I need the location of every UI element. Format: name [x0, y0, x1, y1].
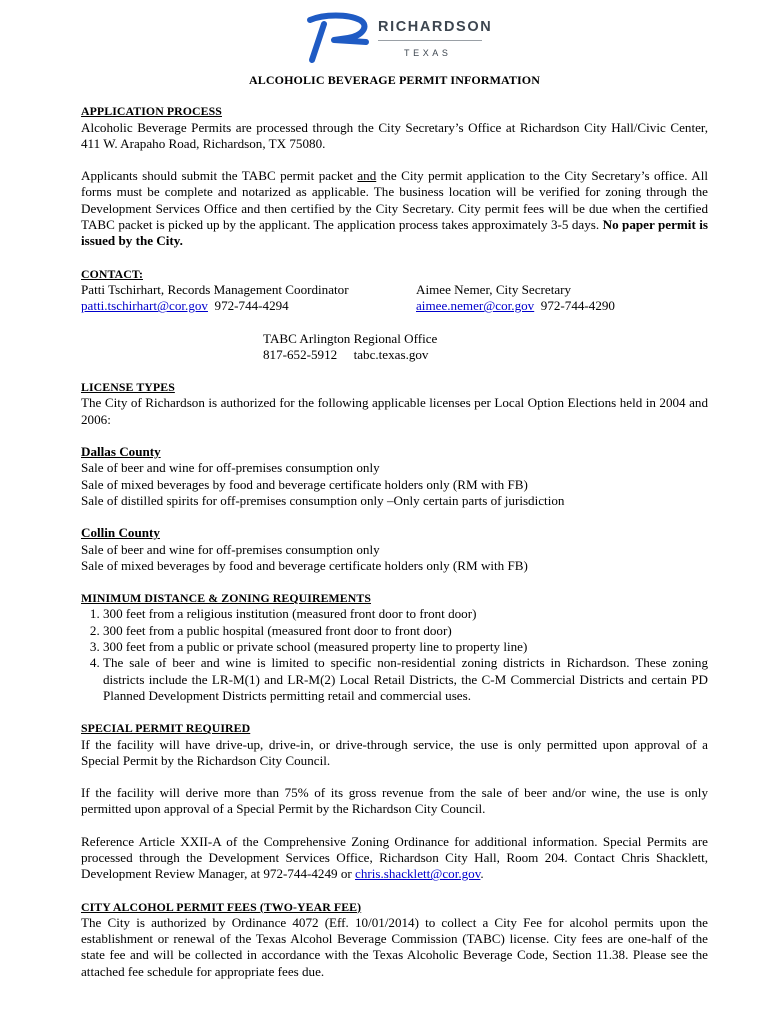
- logo-city-name: RICHARDSON: [378, 19, 493, 35]
- tabc-office-name: TABC Arlington Regional Office: [263, 330, 438, 346]
- distance-item: 3. 300 feet from a public or private school (measured property line to property line): [103, 639, 708, 655]
- distance-requirements-list: [81, 606, 708, 704]
- richardson-r-logo-icon: [304, 12, 372, 64]
- tabc-contact: [81, 331, 708, 364]
- contact-left: [81, 282, 416, 315]
- dallas-county-heading: Dallas County: [81, 444, 161, 460]
- richardson-logo: [304, 10, 494, 66]
- special-permit-paragraph-2: If the facility will derive more than 75% of its gross revenue from the sale of beer and/or wine, the use is only permitted upon approval of a Special Permit by the Richardson City Council.: [81, 785, 708, 817]
- application-process-heading: APPLICATION PROCESS: [81, 104, 222, 119]
- contact-left-email-link[interactable]: patti.tschirhart@cor.gov: [81, 298, 208, 314]
- license-types-heading: LICENSE TYPES: [81, 380, 175, 395]
- special-permit-paragraph-3: Reference Article XXII-A of the Comprehensive Zoning Ordinance for additional information. Special Permits are processed through the Development Services Office, Richardson City Hall, Room 204. Contact Chris Shacklett, Development Review Manager, at 972-744-4249 or chris.shacklett@cor.gov.: [81, 833, 708, 882]
- dallas-license-item: Sale of distilled spirits for off-premises consumption only –Only certain parts of jurisdiction: [81, 492, 565, 508]
- contact-right: [416, 282, 708, 315]
- tabc-website: tabc.texas.gov: [353, 346, 429, 362]
- contact-right-name: Aimee Nemer, City Secretary: [416, 281, 572, 297]
- contact-row: [81, 282, 708, 315]
- logo-divider: [378, 40, 482, 41]
- application-paragraph-1: Alcoholic Beverage Permits are processed through the City Secretary’s Office at Richardson City Hall/Civic Center, 411 W. Arapaho Road, Richardson, TX 75080.: [81, 119, 708, 151]
- distance-zoning-heading: MINIMUM DISTANCE & ZONING REQUIREMENTS: [81, 591, 372, 606]
- document-body: [81, 72, 708, 980]
- collin-license-item: Sale of beer and wine for off-premises consumption only: [81, 541, 380, 557]
- distance-item: 2. 300 feet from a public hospital (measured front door to front door): [103, 623, 708, 639]
- document-title: ALCOHOLIC BEVERAGE PERMIT INFORMATION: [249, 73, 540, 87]
- dallas-license-item: Sale of mixed beverages by food and beverage certificate holders only (RM with FB): [81, 476, 528, 492]
- contact-right-email-link[interactable]: aimee.nemer@cor.gov: [416, 298, 535, 314]
- contact-right-phone: 972-744-4290: [540, 298, 615, 314]
- contact-left-name: Patti Tschirhart, Records Management Coordinator: [81, 281, 349, 297]
- application-paragraph-2: Applicants should submit the TABC permit packet and the City permit application to the City Secretary’s office. All forms must be complete and notarized as applicable. The business location will be verified for zoning through the Development Services Office and then certified by the City Secretary. City permit fees will be due when the certified TABC packet is picked up by the applicant. The application process takes approximately 3-5 days. No paper permit is issued by the City.: [81, 168, 708, 249]
- distance-item: 1. 300 feet from a religious institution (measured front door to front door): [103, 606, 708, 622]
- distance-item: 4. The sale of beer and wine is limited to specific non-residential zoning districts in Richardson. These zoning districts include the LR-M(1) and LR-M(2) Local Retail Districts, the C-M Commercial Districts and certain PD Planned Development Districts permitting retail and commercial uses.: [103, 655, 708, 704]
- tabc-phone: 817-652-5912: [263, 346, 338, 362]
- license-intro: The City of Richardson is authorized for the following applicable licenses per Local Option Elections held in 2004 and 2006:: [81, 395, 708, 427]
- city-fees-heading: CITY ALCOHOL PERMIT FEES (TWO-YEAR FEE): [81, 899, 362, 914]
- special-permit-heading: SPECIAL PERMIT REQUIRED: [81, 721, 251, 736]
- contact-heading: CONTACT:: [81, 266, 143, 281]
- collin-license-item: Sale of mixed beverages by food and beverage certificate holders only (RM with FB): [81, 557, 528, 573]
- logo-state-name: TEXAS: [404, 48, 452, 58]
- dallas-license-item: Sale of beer and wine for off-premises consumption only: [81, 460, 380, 476]
- collin-county-heading: Collin County: [81, 525, 160, 541]
- city-fees-paragraph: The City is authorized by Ordinance 4072 (Eff. 10/01/2014) to collect a City Fee for alcohol permits upon the establishment or renewal of the Texas Alcohol Beverage Commission (TABC) license. City fees are one-half of the state fee and will be collected in accordance with the Texas Alcoholic Beverage Code, Section 11.38. Please see the attached fee schedule for appropriate fees due.: [81, 914, 708, 979]
- shacklett-email-link[interactable]: chris.shacklett@cor.gov: [355, 866, 481, 882]
- special-permit-paragraph-1: If the facility will have drive-up, drive-in, or drive-through service, the use is only permitted upon approval of a Special Permit by the Richardson City Council.: [81, 736, 708, 768]
- contact-left-phone: 972-744-4294: [214, 298, 289, 314]
